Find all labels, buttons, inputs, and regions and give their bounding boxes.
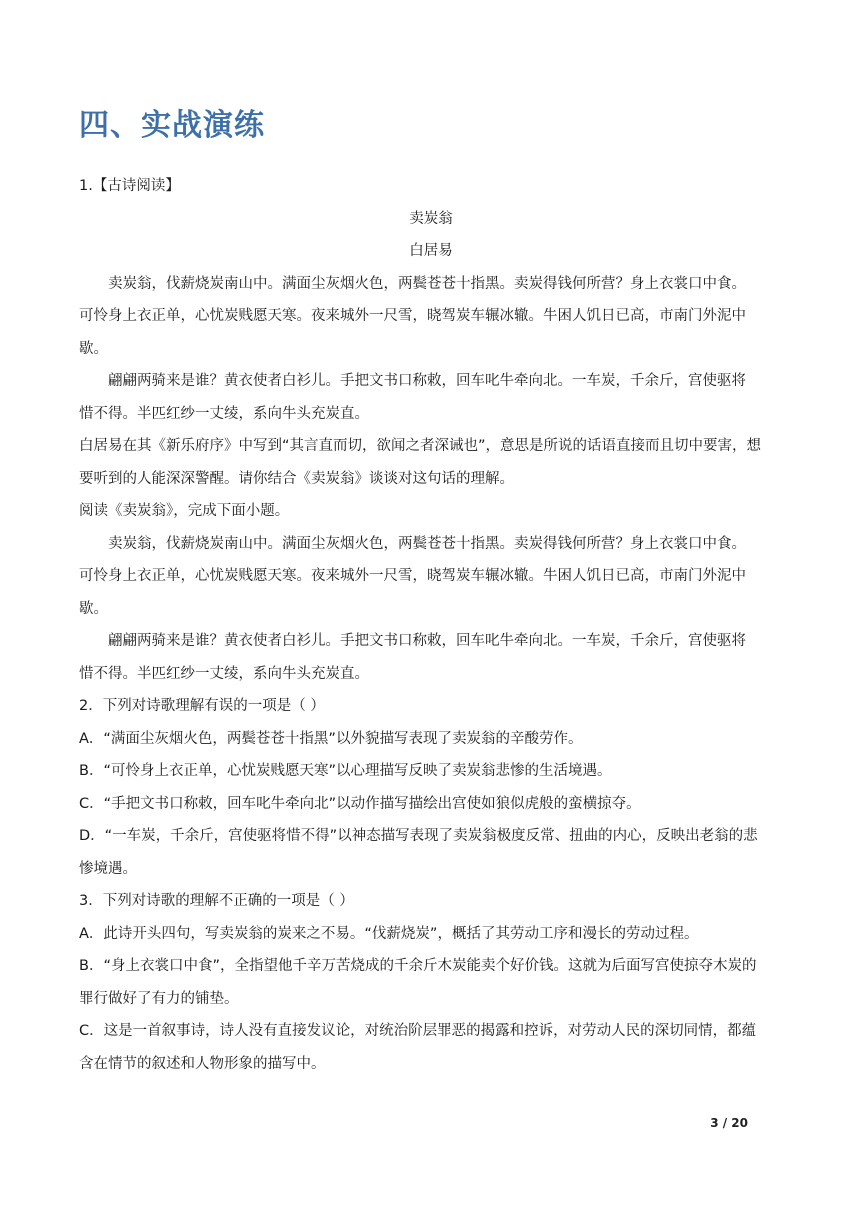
question-3-option-c: 含在情节的叙述和人物形象的描写中。	[79, 1055, 326, 1072]
question-3-stem: 3．下列对诗歌的理解不正确的一项是（ ）	[79, 893, 354, 909]
question-1-label: 1.【古诗阅读】	[79, 178, 180, 194]
poem-line: 歇。	[79, 600, 108, 617]
poem-line: 可怜身上衣正单，心忧炭贱愿天寒。夜来城外一尺雪，晓驾炭车辗冰辙。牛困人饥日已高，市南门外泥中	[79, 308, 746, 324]
poem-line: 翩翩两骑来是谁？黄衣使者白衫儿。手把文书口称敕，回车叱牛牵向北。一车炭，千余斤，宫使驱将	[108, 373, 746, 389]
poem-line: 歇。	[79, 340, 108, 357]
question-2-option-a: A．“满面尘灰烟火色，两鬓苍苍十指黑”以外貌描写表现了卖炭翁的辛酸劳作。	[79, 730, 583, 747]
question-3-option-b: B．“身上衣裳口中食”，全指望他千辛万苦烧成的千余斤木炭能卖个好价钱。这就为后面写宫使掠夺木炭的	[79, 958, 757, 974]
poem-line: 惜不得。半匹红纱一丈绫，系向牛头充炭直。	[79, 405, 369, 422]
question-3-option-b: 罪行做好了有力的铺垫。	[79, 990, 239, 1007]
question-2-option-d: 惨境遇。	[79, 860, 137, 877]
section-heading: 四、实战演练	[79, 108, 265, 143]
poem-title: 卖炭翁	[409, 210, 453, 227]
page-content	[79, 170, 783, 1080]
reading-intro: 阅读《卖炭翁》，完成下面小题。	[79, 503, 290, 519]
question-1-task: 白居易在其《新乐府序》中写到“其言直而切，欲闻之者深诫也”，意思是所说的话语直接而且切中要害，想	[79, 438, 762, 454]
question-2-option-c: C．“手把文书口称敕，回车叱牛牵向北”以动作描写描绘出宫使如狼似虎般的蛮横掠夺。	[79, 795, 641, 812]
poem-line: 卖炭翁，伐薪烧炭南山中。满面尘灰烟火色，两鬓苍苍十指黑。卖炭得钱何所营？身上衣裳口中食。	[108, 535, 746, 552]
poem-line: 惜不得。半匹红纱一丈绫，系向牛头充炭直。	[79, 665, 369, 682]
question-2-stem: 2．下列对诗歌理解有误的一项是（ ）	[79, 698, 325, 714]
question-2-option-b: B．“可怜身上衣正单，心忧炭贱愿天寒”以心理描写反映了卖炭翁悲惨的生活境遇。	[79, 763, 612, 779]
poem-line: 可怜身上衣正单，心忧炭贱愿天寒。夜来城外一尺雪，晓驾炭车辗冰辙。牛困人饥日已高，市南门外泥中	[79, 568, 746, 584]
question-2-option-d: D．“一车炭，千余斤，宫使驱将惜不得”以神态描写表现了卖炭翁极度反常、扭曲的内心，反映出老翁的悲	[79, 828, 758, 844]
poem-author: 白居易	[409, 243, 453, 259]
question-3-option-a: A．此诗开头四句，写卖炭翁的炭来之不易。“伐薪烧炭”，概括了其劳动工序和漫长的劳动过程。	[79, 925, 699, 942]
poem-line: 卖炭翁，伐薪烧炭南山中。满面尘灰烟火色，两鬓苍苍十指黑。卖炭得钱何所营？身上衣裳口中食。	[108, 275, 746, 292]
question-3-option-c: C．这是一首叙事诗，诗人没有直接发议论，对统治阶层罪恶的揭露和控诉，对劳动人民的深切同情，都蕴	[79, 1023, 757, 1039]
question-1-task: 要听到的人能深深警醒。请你结合《卖炭翁》谈谈对这句话的理解。	[79, 470, 514, 487]
page-number: 3 / 20	[710, 1116, 748, 1130]
poem-line: 翩翩两骑来是谁？黄衣使者白衫儿。手把文书口称敕，回车叱牛牵向北。一车炭，千余斤，宫使驱将	[108, 633, 746, 649]
